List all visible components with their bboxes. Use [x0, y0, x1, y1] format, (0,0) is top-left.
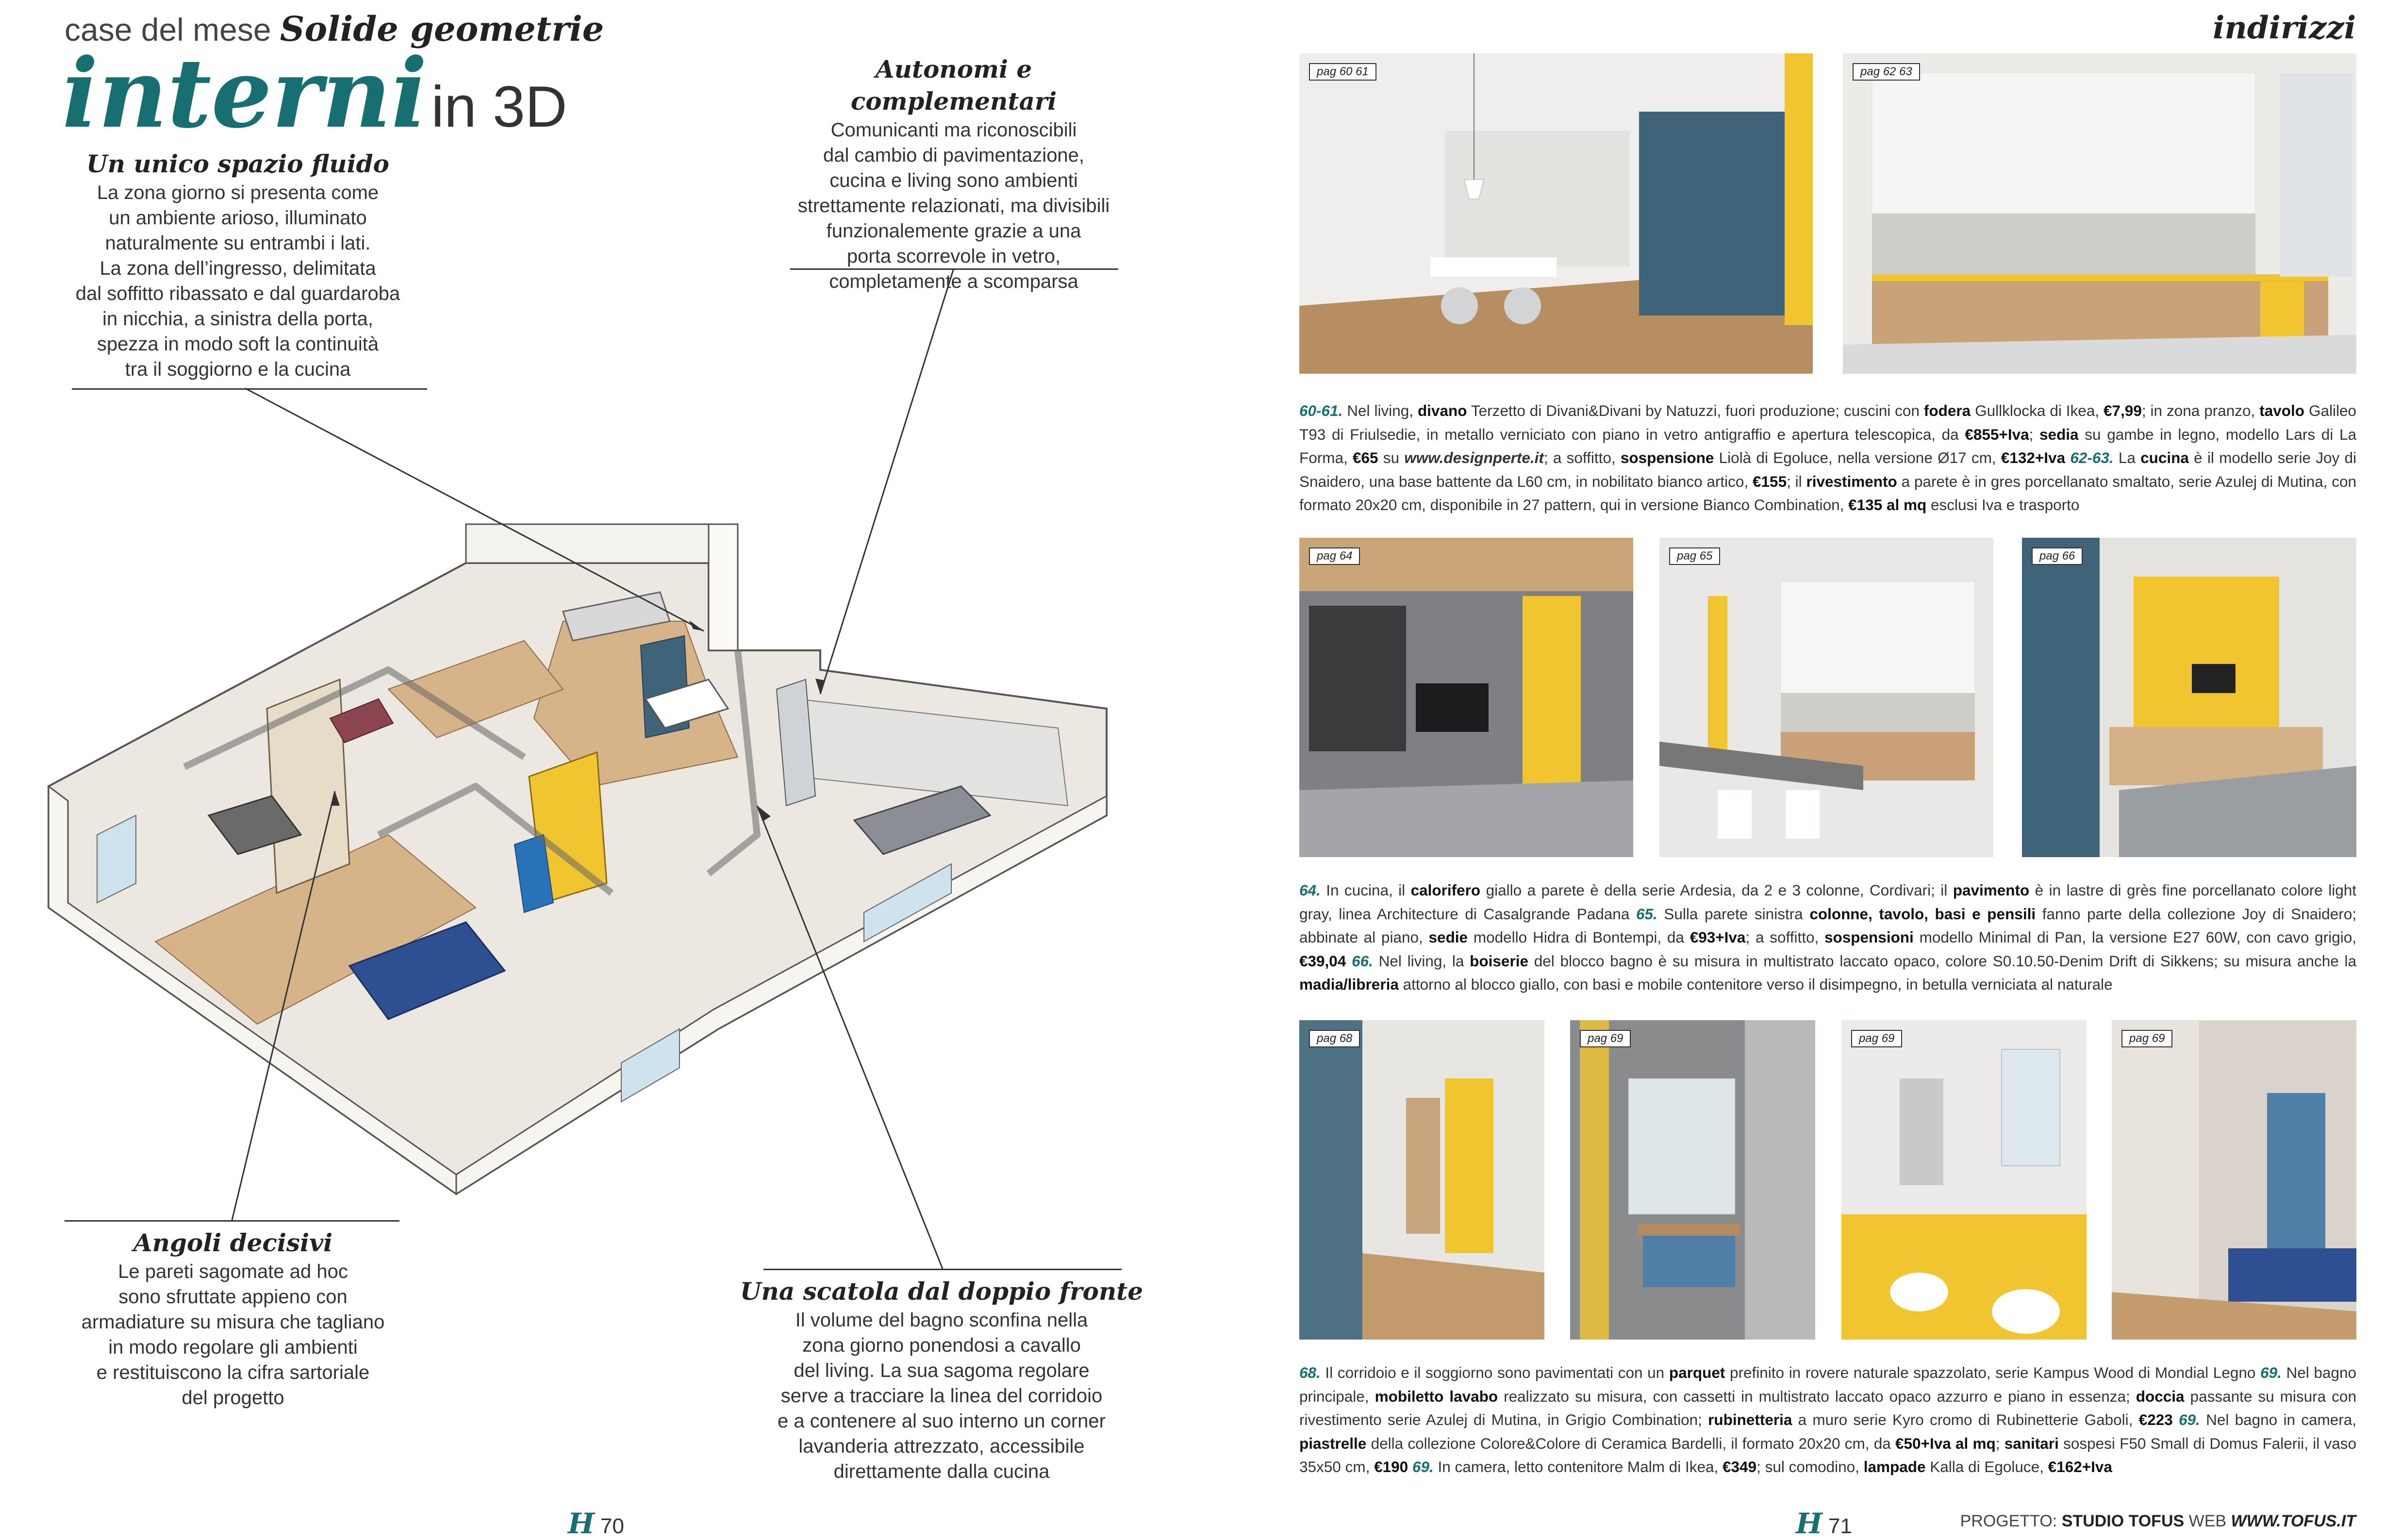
- desc-text-run: fodera: [1923, 402, 1971, 419]
- desc-text-run: Il corridoio e il soggiorno sono pavimentati con un: [1320, 1364, 1669, 1381]
- desc-text-run: €190: [1374, 1458, 1408, 1475]
- photo-ref-number: 60-61.: [1299, 402, 1343, 419]
- folio-logo: H: [568, 1507, 595, 1536]
- caption-heading: Un unico spazio fluido: [86, 149, 389, 178]
- credit-website: WWW.TOFUS.IT: [2231, 1512, 2356, 1530]
- desc-text-run: Sulla parete sinistra: [1657, 905, 1810, 923]
- desc-text-run: modello Minimal di Pan, la versione E27 60W, con cavo grigio,: [1913, 928, 2356, 946]
- page-number: 71: [1828, 1514, 1852, 1538]
- desc-text-run: prefinito in rovere naturale spazzolato, serie Kampus Wood di Mondial Legno: [1725, 1364, 2261, 1381]
- desc-text-run: ;: [2029, 425, 2040, 443]
- folio-left: [568, 1507, 624, 1536]
- title-in-3d: in 3D: [431, 74, 567, 139]
- desc-text-run: [2065, 449, 2070, 466]
- desc-text-run: rivestimento: [1806, 472, 1897, 490]
- photo-living-tv-image: [2022, 538, 2356, 857]
- page-tag: pag 65: [1669, 547, 1720, 565]
- desc-text-run: €855+Iva: [1965, 425, 2029, 443]
- desc-text-run: passante su misura con rivestimento serie Azulej di Mutina, in Grigio Combination;: [1299, 1387, 2356, 1428]
- page-tag: pag 62 63: [1853, 63, 1920, 81]
- credit-web-label: WEB: [2184, 1512, 2231, 1530]
- desc-text-run: €65: [1353, 449, 1378, 466]
- section-header-indirizzi: indirizzi: [2213, 10, 2356, 46]
- desc-text-run: doccia: [2136, 1387, 2185, 1405]
- desc-text-run: tavolo: [2259, 402, 2305, 419]
- photo-ref-number: 65.: [1636, 905, 1657, 923]
- desc-text-run: su: [1378, 449, 1405, 466]
- desc-text-run: ; sul comodino,: [1756, 1458, 1864, 1475]
- desc-text-run: €50+Iva al mq: [1895, 1434, 1996, 1452]
- desc-text-run: [1346, 952, 1352, 970]
- photo-ref-number: 69.: [2260, 1364, 2282, 1381]
- desc-text-run: fanno parte della collezione Joy di Snaidero; abbinate al piano,: [1299, 905, 2356, 946]
- desc-text-run: ; il: [1787, 472, 1806, 490]
- photo-room-bathroom: [1841, 1020, 2087, 1340]
- photo-ref-number: 69.: [1412, 1458, 1434, 1475]
- photo-bedroom-image: [2112, 1020, 2356, 1340]
- desc-text-run: €39,04: [1299, 952, 1346, 970]
- photo-kitchen-table-image: [1659, 538, 1993, 857]
- desc-text-run: €223: [2138, 1411, 2173, 1428]
- page-number: 70: [600, 1514, 624, 1536]
- folio-logo: H: [1796, 1507, 1822, 1540]
- page-tag: pag 60 61: [1309, 63, 1376, 81]
- page-tag: pag 64: [1309, 547, 1360, 565]
- kicker-text: case del mese: [65, 12, 280, 48]
- desc-text-run: lampade: [1863, 1458, 1926, 1475]
- description-row-2: [1299, 878, 2356, 996]
- desc-text-run: Liolà di Egoluce, nella versione Ø17 cm,: [1714, 449, 2001, 466]
- desc-text-run: sedie: [1428, 928, 1468, 946]
- desc-text-run: boiserie: [1470, 952, 1528, 970]
- caption-body: Comunicanti ma riconoscibili dal cambio di pavimentazione, cucina e living sono ambienti strettamente relazionati, ma divisibili funzionalemente grazie a una porta scorrevole in vetro, completamente a scomparsa: [797, 119, 1110, 292]
- desc-text-run: su gambe in legno, modello Lars di La Forma,: [1299, 425, 2356, 466]
- caption-body: La zona giorno si presenta come un ambiente arioso, illuminato naturalmente su entrambi i lati. La zona dell’ingresso, delimitata dal soffitto ribassato e dal guardaroba in nicchia, a sinistra della porta, spezza in modo soft la continuità tra il soggiorno e la cucina: [75, 182, 400, 380]
- desc-text-run: Galileo T93 di Friulsedie, in metallo verniciato con piano in vetro antigraffio e apertura telescopica, da: [1299, 402, 2357, 443]
- photo-bedroom: [2112, 1020, 2356, 1340]
- desc-text-run: realizzato su misura, con cassetti in multistrato laccato opaco azzurro e piano in essenza;: [1498, 1387, 2136, 1405]
- desc-text-run: modello Hidra di Bontempi, da: [1468, 928, 1690, 946]
- desc-text-run: piastrelle: [1299, 1434, 1367, 1452]
- photo-kitchen: [1843, 53, 2356, 374]
- desc-text-run: a muro serie Kyro cromo di Rubinetterie Gaboli,: [1792, 1411, 2139, 1428]
- page-tag: pag 68: [1309, 1030, 1360, 1047]
- desc-text-run: ; a soffitto,: [1543, 449, 1621, 466]
- photo-corridor: [1299, 1020, 1544, 1340]
- photo-kitchen-image: [1843, 53, 2356, 374]
- photo-kitchen-radiator-image: [1299, 538, 1633, 857]
- desc-text-run: sanitari: [2004, 1434, 2059, 1452]
- desc-text-run: [2173, 1411, 2179, 1428]
- photo-ref-number: 66.: [1352, 952, 1373, 970]
- folio-right: [1796, 1507, 1852, 1540]
- photo-kitchen-table: [1659, 538, 1993, 857]
- desc-text-run: colonne, tavolo, basi e pensili: [1809, 905, 2036, 923]
- credit-label: PROGETTO:: [1960, 1512, 2062, 1530]
- desc-text-run: Nel living,: [1342, 402, 1418, 419]
- desc-text-run: Terzetto di Divani&Divani by Natuzzi, fuori produzione; cuscini con: [1467, 402, 1924, 419]
- photo-corridor-image: [1299, 1020, 1544, 1340]
- caption-heading: Angoli decisivi: [133, 1228, 333, 1257]
- desc-text-run: giallo a parete è della serie Ardesia, da 2 e 3 colonne, Cordivari; il: [1480, 881, 1953, 899]
- photo-main-bathroom: [1570, 1020, 1815, 1340]
- desc-text-run: La: [2113, 449, 2141, 466]
- desc-text-run: €132+Iva: [2001, 449, 2066, 466]
- desc-text-run: www.designperte.it: [1404, 449, 1544, 466]
- pointer-lines: [0, 0, 1201, 1536]
- desc-text-run: attorno al blocco giallo, con basi e mobile contenitore verso il disimpegno, in betulla verniciata al naturale: [1398, 976, 2113, 993]
- project-credit: [1960, 1512, 2356, 1531]
- description-row-1: [1299, 399, 2356, 517]
- description-row-3: [1299, 1361, 2356, 1479]
- desc-text-run: €349: [1723, 1458, 1757, 1475]
- page-tag: pag 69: [2121, 1030, 2172, 1047]
- desc-text-run: rubinetteria: [1708, 1411, 1792, 1428]
- photo-room-bathroom-image: [1841, 1020, 2087, 1340]
- desc-text-run: ; a soffitto,: [1745, 928, 1825, 946]
- title-interni: interni: [62, 38, 428, 149]
- desc-text-run: €7,99: [2104, 402, 2142, 419]
- photo-kitchen-radiator: [1299, 538, 1633, 857]
- desc-text-run: madia/libreria: [1299, 976, 1399, 993]
- desc-text-run: €162+Iva: [2048, 1458, 2112, 1475]
- desc-text-run: €155: [1753, 472, 1787, 490]
- caption-body: Le pareti sagomate ad hoc sono sfruttate appieno con armadiature su misura che tagliano in modo regolare gli ambienti e restituiscono la cifra sartoriale del progetto: [81, 1261, 385, 1408]
- desc-text-run: Nel bagno principale,: [1299, 1364, 2356, 1405]
- desc-text-run: pavimento: [1953, 881, 2030, 899]
- photo-ref-number: 68.: [1299, 1364, 1321, 1381]
- desc-text-run: sospesi F50 Small di Domus Falerii, il vaso 35x50 cm,: [1299, 1434, 2356, 1475]
- page-tag: pag 66: [2032, 547, 2083, 565]
- photo-ref-number: 69.: [2179, 1411, 2200, 1428]
- page-tag: pag 69: [1851, 1030, 1902, 1047]
- photo-ref-number: 64.: [1299, 881, 1321, 899]
- left-page: [0, 0, 1201, 1536]
- desc-text-run: parquet: [1669, 1364, 1725, 1381]
- desc-text-run: sospensione: [1620, 449, 1714, 466]
- desc-text-run: divano: [1417, 402, 1467, 419]
- photo-living-dining-image: [1299, 53, 1813, 374]
- desc-text-run: è il modello serie Joy di Snaidero, una base battente da L60 cm, in nobilitato bianco artico,: [1299, 449, 2356, 490]
- desc-text-run: ;: [1995, 1434, 2004, 1452]
- desc-text-run: della collezione Colore&Colore di Ceramica Bardelli, il formato 20x20 cm, da: [1366, 1434, 1895, 1452]
- desc-text-run: ; in zona pranzo,: [2141, 402, 2260, 419]
- desc-text-run: a parete è in gres porcellanato smaltato, serie Azulej di Mutina, con formato 20x20 cm, disponibile in 27 pattern, qui in versione Bianco Combination,: [1299, 472, 2356, 513]
- desc-text-run: In cucina, il: [1320, 881, 1411, 899]
- caption-heading: Una scatola dal doppio fronte: [740, 1277, 1143, 1306]
- page-tag: pag 69: [1580, 1030, 1631, 1047]
- desc-text-run: sedia: [2039, 425, 2079, 443]
- desc-text-run: sospensioni: [1824, 928, 1914, 946]
- desc-text-run: cucina: [2140, 449, 2189, 466]
- desc-text-run: €93+Iva: [1690, 928, 1746, 946]
- desc-text-run: calorifero: [1410, 881, 1481, 899]
- kicker-script: Solide geometrie: [280, 9, 604, 49]
- desc-text-run: €135 al mq: [1848, 496, 1927, 513]
- caption-heading: Autonomi e complementari: [850, 55, 1057, 116]
- photo-main-bathroom-image: [1570, 1020, 1815, 1340]
- desc-text-run: è in lastre di grès fine porcellanato colore light gray, linea Architecture di Casalgrande Padana: [1299, 881, 2356, 923]
- desc-text-run: del blocco bagno è su misura in multistrato laccato opaco, colore S0.10.50-Denim Drift di Sikkens; su misura anche la: [1528, 952, 2356, 970]
- desc-text-run: Kalla di Egoluce,: [1925, 1458, 2048, 1475]
- desc-text-run: Gullklocka di Ikea,: [1971, 402, 2104, 419]
- desc-text-run: mobiletto lavabo: [1375, 1387, 1498, 1405]
- photo-living-tv: [2022, 538, 2356, 857]
- desc-text-run: esclusi Iva e trasporto: [1926, 496, 2080, 513]
- desc-text-run: In camera, letto contenitore Malm di Ikea,: [1433, 1458, 1723, 1475]
- desc-text-run: Nel bagno in camera,: [2200, 1411, 2356, 1428]
- caption-body: Il volume del bagno sconfina nella zona giorno ponendosi a cavallo del living. La sua sagoma regolare serve a tracciare la linea del corridoio e a contenere al suo interno un corner lavanderia attrezzato, accessibile direttamente dalla cucina: [778, 1309, 1106, 1482]
- photo-ref-number: 62-63.: [2070, 449, 2114, 466]
- credit-studio: STUDIO TOFUS: [2061, 1512, 2185, 1530]
- desc-text-run: [1408, 1458, 1412, 1475]
- desc-text-run: Nel living, la: [1373, 952, 1470, 970]
- photo-living-dining: [1299, 53, 1813, 374]
